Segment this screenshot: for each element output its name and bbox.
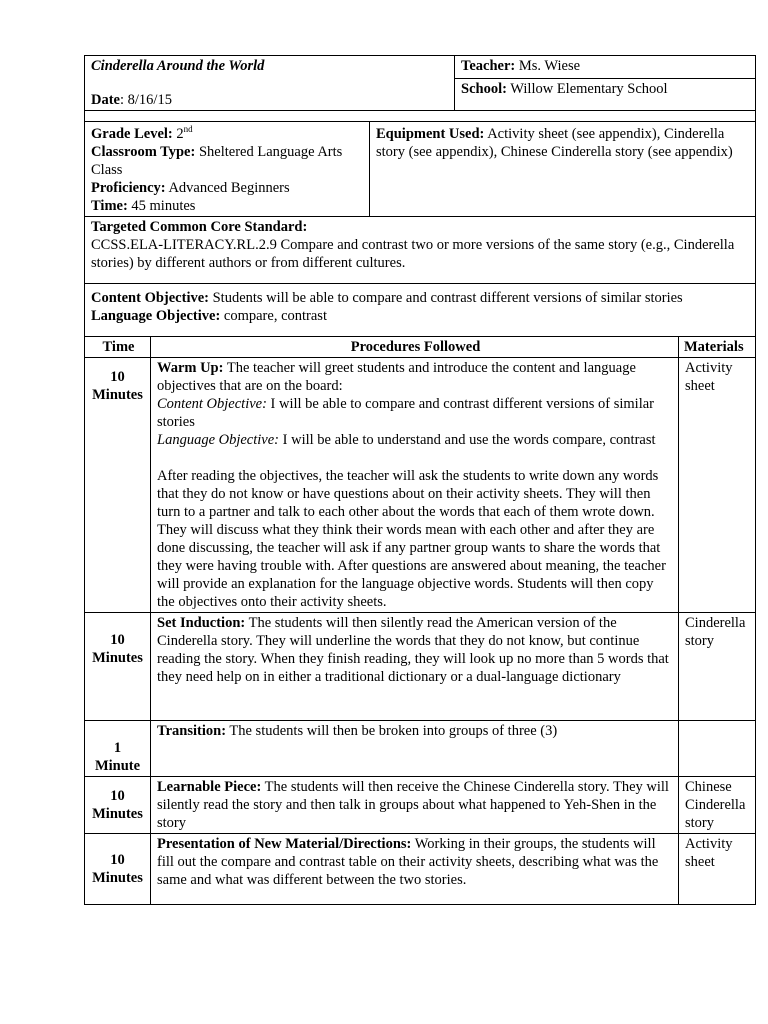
standard-text: CCSS.ELA-LITERACY.RL.2.9 Compare and contrast two or more versions of the same story (e.g., Cinderella stories) by different authors or from different cultures. xyxy=(91,237,735,271)
time-unit: Minutes xyxy=(92,650,143,666)
content-objective-label: Content Objective: xyxy=(91,290,209,306)
classroom-label: Classroom Type: xyxy=(91,144,196,160)
date-label: Date xyxy=(91,92,120,108)
time-number: 10 xyxy=(110,852,125,868)
lesson-plan-page xyxy=(84,55,755,905)
school-cell xyxy=(455,79,756,111)
procedure-text: The teacher will greet students and introduce the content and language objectives that are on the board: xyxy=(157,360,636,394)
procedure-cell xyxy=(151,613,679,721)
content-objective-value: Students will be able to compare and contrast different versions of similar stories xyxy=(208,290,683,306)
col-materials-header: Materials xyxy=(679,337,756,358)
equipment-cell xyxy=(370,122,756,217)
time-unit: Minutes xyxy=(92,806,143,822)
table-row xyxy=(85,721,756,777)
teacher-cell xyxy=(455,56,756,79)
time-number: 10 xyxy=(110,369,125,385)
teacher-value: Ms. Wiese xyxy=(515,58,581,74)
time-label: Time: xyxy=(91,198,128,214)
header-table xyxy=(84,55,756,122)
procedure-cell xyxy=(151,358,679,613)
procedure-extra-text: After reading the objectives, the teacher will ask the students to write down any words that they do not know or have questions about on their activity sheets. They will then turn to a partner and talk to each other about the words that each of them wrote down. They will discuss what they think their words mean with each other and after they are done discussing, the teacher will ask if any partner group wants to share the words that they were having trouble with. After questions are answered about meaning, the teacher will provide an explanation for the language objective words. Students will then copy the objectives onto their activity sheets. xyxy=(157,468,666,610)
time-unit: Minutes xyxy=(92,870,143,886)
materials-cell xyxy=(679,721,756,777)
procedure-text: The students will then receive the Chinese Cinderella story. They will silently read the story and then talk in groups about what happened to Yeh-Shen in the story xyxy=(157,779,669,831)
content-objective-sublabel: Content Objective: xyxy=(157,396,267,412)
standard-label: Targeted Common Core Standard: xyxy=(91,219,308,235)
language-objective-label: Language Objective: xyxy=(91,308,221,324)
table-row xyxy=(85,613,756,721)
time-cell xyxy=(85,613,151,721)
procedure-label: Presentation of New Material/Directions: xyxy=(157,836,412,852)
equipment-value: Activity sheet (see appendix), Cinderella story (see appendix), Chinese Cinderella story (see appendix) xyxy=(376,126,733,160)
standard-cell xyxy=(85,217,756,284)
school-label: School: xyxy=(461,81,507,97)
lesson-title: Cinderella Around the World xyxy=(91,58,265,74)
procedure-label: Warm Up: xyxy=(157,360,224,376)
class-info-cell xyxy=(85,122,370,217)
materials-cell: Cinderella story xyxy=(679,613,756,721)
materials-cell: Chinese Cinderella story xyxy=(679,777,756,834)
procedure-label: Learnable Piece: xyxy=(157,779,262,795)
language-objective-subtext: I will be able to understand and use the words compare, contrast xyxy=(279,432,656,448)
classroom-value: Sheltered Language Arts Class xyxy=(91,144,343,178)
grade-label: Grade Level: xyxy=(91,126,173,142)
info-table xyxy=(84,121,756,337)
objectives-cell xyxy=(85,284,756,337)
table-row xyxy=(85,358,756,613)
proficiency-label: Proficiency: xyxy=(91,180,166,196)
time-unit: Minute xyxy=(94,758,141,774)
teacher-label: Teacher: xyxy=(461,58,516,74)
proficiency-value: Advanced Beginners xyxy=(165,180,290,196)
title-cell xyxy=(85,56,455,111)
procedure-text: The students will then silently read the American version of the Cinderella story. They will underline the words that they do not know, but continue reading the story. When they finish reading, they will look up no more than 5 words that they need help on in either a traditional dictionary or a dual-language dictionary xyxy=(157,615,669,685)
col-time-header: Time xyxy=(85,337,151,358)
time-cell xyxy=(85,777,151,834)
procedure-label: Transition: xyxy=(157,723,227,739)
procedure-cell xyxy=(151,721,679,777)
time-unit: Minutes xyxy=(92,387,143,403)
grade-sup: nd xyxy=(183,124,193,135)
procedures-table xyxy=(84,336,756,905)
spacer-row xyxy=(85,111,756,122)
language-objective-sublabel: Language Objective: xyxy=(157,432,280,448)
procedure-cell xyxy=(151,834,679,905)
materials-cell: Activity sheet xyxy=(679,834,756,905)
time-cell xyxy=(85,721,151,777)
date-value: : 8/16/15 xyxy=(120,92,172,108)
grade-value: 2 xyxy=(172,126,184,142)
time-cell xyxy=(85,834,151,905)
time-number: 10 xyxy=(110,788,125,804)
language-objective-value: compare, contrast xyxy=(220,308,327,324)
time-number: 10 xyxy=(110,632,125,648)
procedure-text: Working in their groups, the students will fill out the compare and contrast table on their activity sheets, describing what was the same and what was different between the two stories. xyxy=(157,836,659,888)
time-number: 1 xyxy=(113,740,122,756)
content-objective-subtext: I will be able to compare and contrast different versions of similar stories xyxy=(157,396,655,430)
table-row xyxy=(85,834,756,905)
time-value: 45 minutes xyxy=(127,198,196,214)
school-value: Willow Elementary School xyxy=(506,81,668,97)
procedure-label: Set Induction: xyxy=(157,615,246,631)
procedure-text: The students will then be broken into groups of three (3) xyxy=(226,723,558,739)
table-row xyxy=(85,777,756,834)
col-procedures-header: Procedures Followed xyxy=(151,337,679,358)
procedure-cell xyxy=(151,777,679,834)
materials-cell: Activity sheet xyxy=(679,358,756,613)
time-cell xyxy=(85,358,151,613)
equipment-label: Equipment Used: xyxy=(376,126,485,142)
